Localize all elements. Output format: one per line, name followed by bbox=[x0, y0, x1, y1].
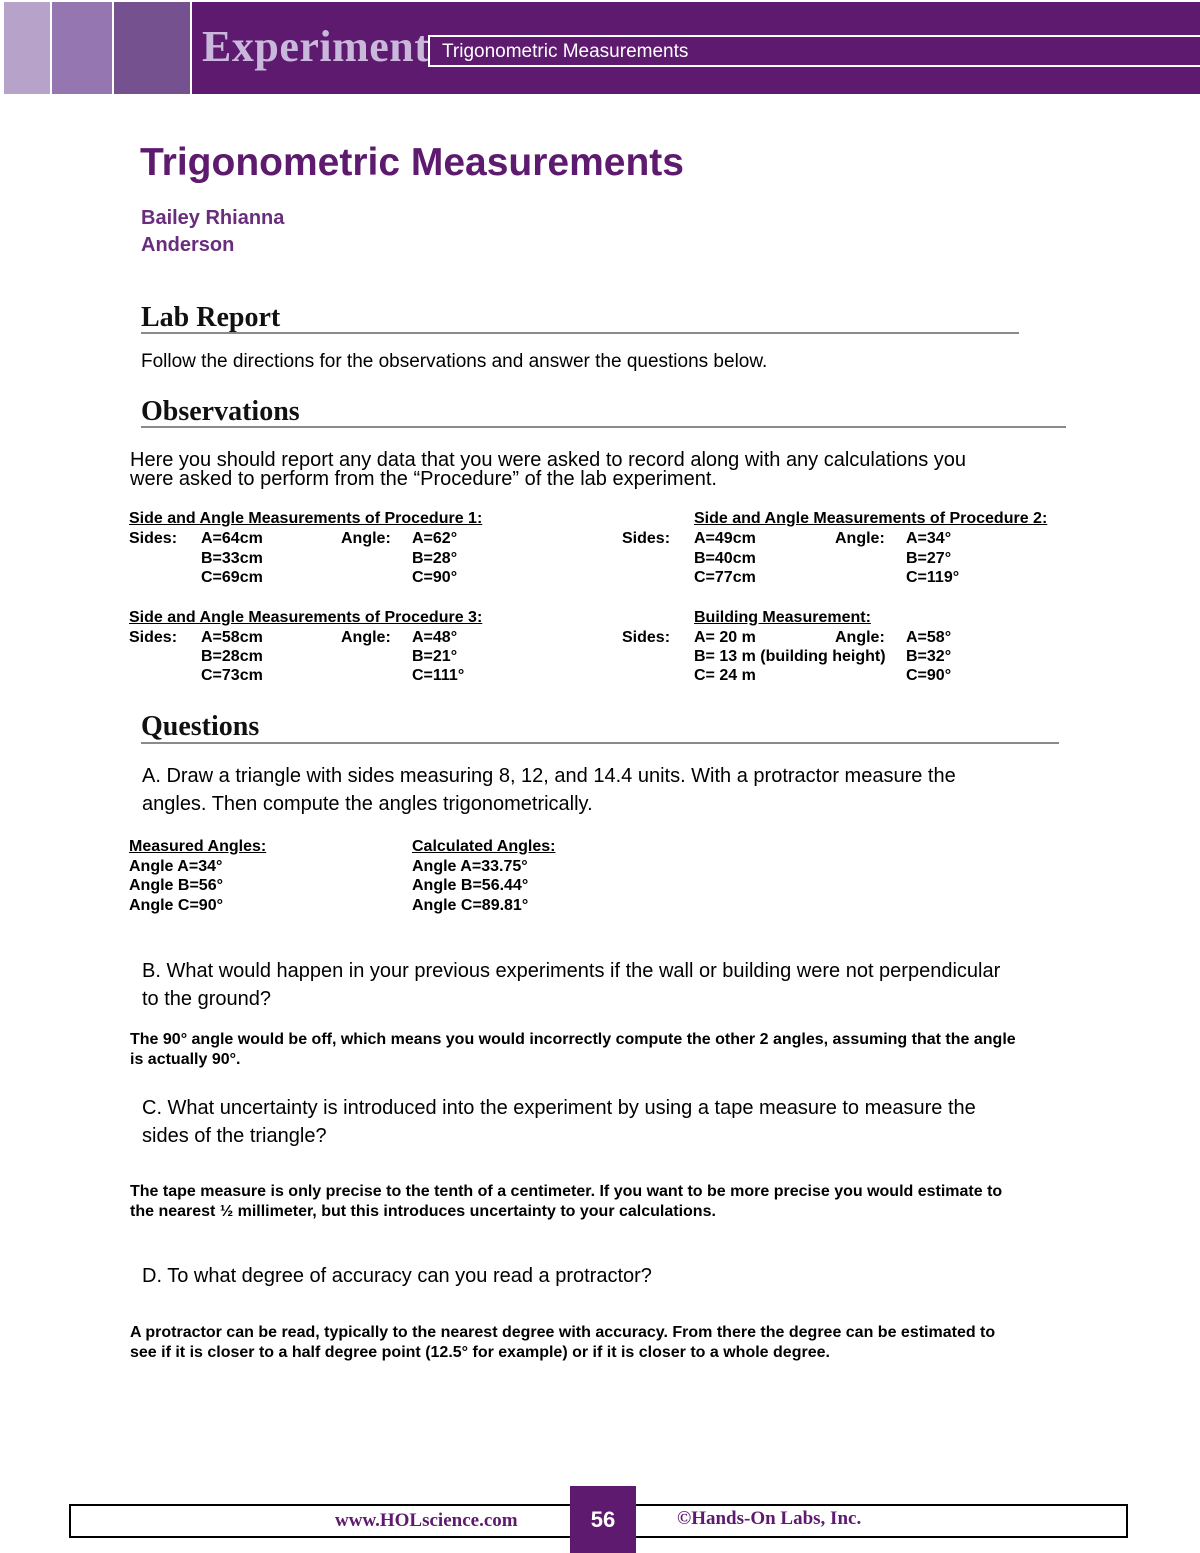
answer-c bbox=[130, 1182, 1080, 1222]
question-b bbox=[142, 957, 1062, 1013]
page-number: 56 bbox=[570, 1486, 636, 1553]
sides-label: Sides: bbox=[129, 629, 178, 646]
observations-intro bbox=[130, 451, 1075, 489]
question-line: B. What would happen in your previous experiments if the wall or building were not perpendicular bbox=[142, 960, 1001, 982]
angle-value: C=111° bbox=[412, 667, 465, 684]
observations-intro-line: Here you should report any data that you were asked to record along with any calculations you bbox=[130, 449, 967, 471]
angle-value: A=58° bbox=[906, 629, 952, 646]
angle-value: A=34° bbox=[906, 530, 952, 547]
side-value: C=77cm bbox=[694, 569, 756, 586]
answer-line: see if it is closer to a half degree point (12.5° for example) or if it is closer to a whole degree. bbox=[130, 1344, 830, 1361]
observations-heading: Observations bbox=[141, 396, 1066, 428]
side-value: A=49cm bbox=[694, 530, 756, 547]
questions-heading: Questions bbox=[141, 711, 1059, 744]
procedure-3-block bbox=[129, 608, 569, 688]
procedure-2-title: Side and Angle Measurements of Procedure 2: bbox=[694, 510, 1048, 527]
calculated-angles-title: Calculated Angles: bbox=[412, 838, 556, 855]
header-section-label: Experiment bbox=[202, 22, 430, 71]
header-subtitle: Trigonometric Measurements bbox=[442, 41, 689, 62]
answer-line: The 90° angle would be off, which means you would incorrectly compute the other 2 angles, assuming that the angle bbox=[130, 1031, 1016, 1048]
question-line: sides of the triangle? bbox=[142, 1125, 327, 1147]
measured-angle: Angle A=34° bbox=[129, 857, 223, 875]
calculated-angle: Angle A=33.75° bbox=[412, 857, 528, 875]
answer-line: is actually 90°. bbox=[130, 1051, 241, 1068]
side-value: B=33cm bbox=[201, 550, 263, 567]
angle-value: B=28° bbox=[412, 550, 458, 567]
question-line: D. To what degree of accuracy can you read a protractor? bbox=[142, 1265, 652, 1287]
answer-b bbox=[130, 1030, 1080, 1070]
lab-report-intro: Follow the directions for the observations and answer the questions below. bbox=[141, 351, 768, 372]
angle-value: C=119° bbox=[906, 569, 960, 586]
calculated-angle: Angle B=56.44° bbox=[412, 877, 529, 894]
angle-value: B=32° bbox=[906, 648, 952, 665]
question-line: angles. Then compute the angles trigonometrically. bbox=[142, 793, 593, 815]
sides-label: Sides: bbox=[622, 530, 671, 547]
angle-value: C=90° bbox=[906, 667, 952, 684]
footer-url: www.HOLscience.com bbox=[335, 1510, 518, 1531]
side-value: B= 13 m (building height) bbox=[694, 648, 886, 665]
question-line: C. What uncertainty is introduced into the experiment by using a tape measure to measure the bbox=[142, 1097, 976, 1119]
question-a bbox=[142, 762, 1062, 818]
question-line: A. Draw a triangle with sides measuring 8, 12, and 14.4 units. With a protractor measure the bbox=[142, 765, 956, 787]
building-title: Building Measurement: bbox=[694, 609, 871, 626]
answer-line: the nearest ½ millimeter, but this introduces uncertainty to your calculations. bbox=[130, 1203, 716, 1220]
answer-line: The tape measure is only precise to the tenth of a centimeter. If you want to be more precise you would estimate to bbox=[130, 1183, 1003, 1200]
author-line: Bailey Rhianna bbox=[141, 207, 285, 229]
question-c bbox=[142, 1094, 1062, 1150]
measured-angle: Angle C=90° bbox=[129, 896, 223, 914]
answer-d bbox=[130, 1323, 1080, 1363]
sides-label: Sides: bbox=[622, 629, 671, 646]
measured-angles bbox=[129, 837, 389, 917]
angle-label: Angle: bbox=[835, 629, 885, 646]
header-accent-block bbox=[114, 2, 190, 94]
side-value: C= 24 m bbox=[694, 667, 756, 684]
page-title: Trigonometric Measurements bbox=[140, 141, 684, 184]
side-value: C=69cm bbox=[201, 569, 263, 586]
question-d bbox=[142, 1262, 1062, 1290]
side-value: A= 20 m bbox=[694, 629, 756, 646]
calculated-angle: Angle C=89.81° bbox=[412, 896, 529, 914]
measured-angle: Angle B=56° bbox=[129, 877, 223, 894]
calculated-angles bbox=[412, 837, 672, 917]
procedure-2-block bbox=[622, 509, 1082, 589]
page-header bbox=[0, 0, 1200, 96]
header-accent-block bbox=[52, 2, 112, 94]
lab-report-heading: Lab Report bbox=[141, 302, 1019, 334]
angle-value: B=27° bbox=[906, 550, 952, 567]
answer-line: A protractor can be read, typically to the nearest degree with accuracy. From there the degree can be estimated to bbox=[130, 1324, 996, 1341]
angle-value: C=90° bbox=[412, 569, 458, 586]
angle-label: Angle: bbox=[835, 530, 885, 547]
side-value: A=58cm bbox=[201, 629, 263, 646]
observations-intro-line: were asked to perform from the “Procedure” of the lab experiment. bbox=[130, 468, 717, 490]
side-value: A=64cm bbox=[201, 530, 263, 547]
header-subtitle-bar bbox=[428, 35, 1200, 67]
side-value: C=73cm bbox=[201, 667, 263, 684]
footer-copyright: ©Hands-On Labs, Inc. bbox=[677, 1508, 862, 1529]
measured-angles-title: Measured Angles: bbox=[129, 838, 267, 855]
procedure-3-title: Side and Angle Measurements of Procedure 3: bbox=[129, 609, 483, 626]
side-value: B=28cm bbox=[201, 648, 263, 665]
procedure-1-title: Side and Angle Measurements of Procedure 1: bbox=[129, 510, 483, 527]
question-line: to the ground? bbox=[142, 988, 271, 1010]
procedure-1-block bbox=[129, 509, 569, 589]
header-accent-block bbox=[4, 2, 50, 94]
angle-value: A=62° bbox=[412, 530, 458, 547]
author bbox=[141, 205, 284, 259]
angle-value: A=48° bbox=[412, 629, 458, 646]
angle-value: B=21° bbox=[412, 648, 458, 665]
building-block bbox=[622, 608, 1082, 688]
angle-label: Angle: bbox=[341, 629, 391, 646]
side-value: B=40cm bbox=[694, 550, 756, 567]
angle-label: Angle: bbox=[341, 530, 391, 547]
author-line: Anderson bbox=[141, 234, 235, 256]
sides-label: Sides: bbox=[129, 530, 178, 547]
